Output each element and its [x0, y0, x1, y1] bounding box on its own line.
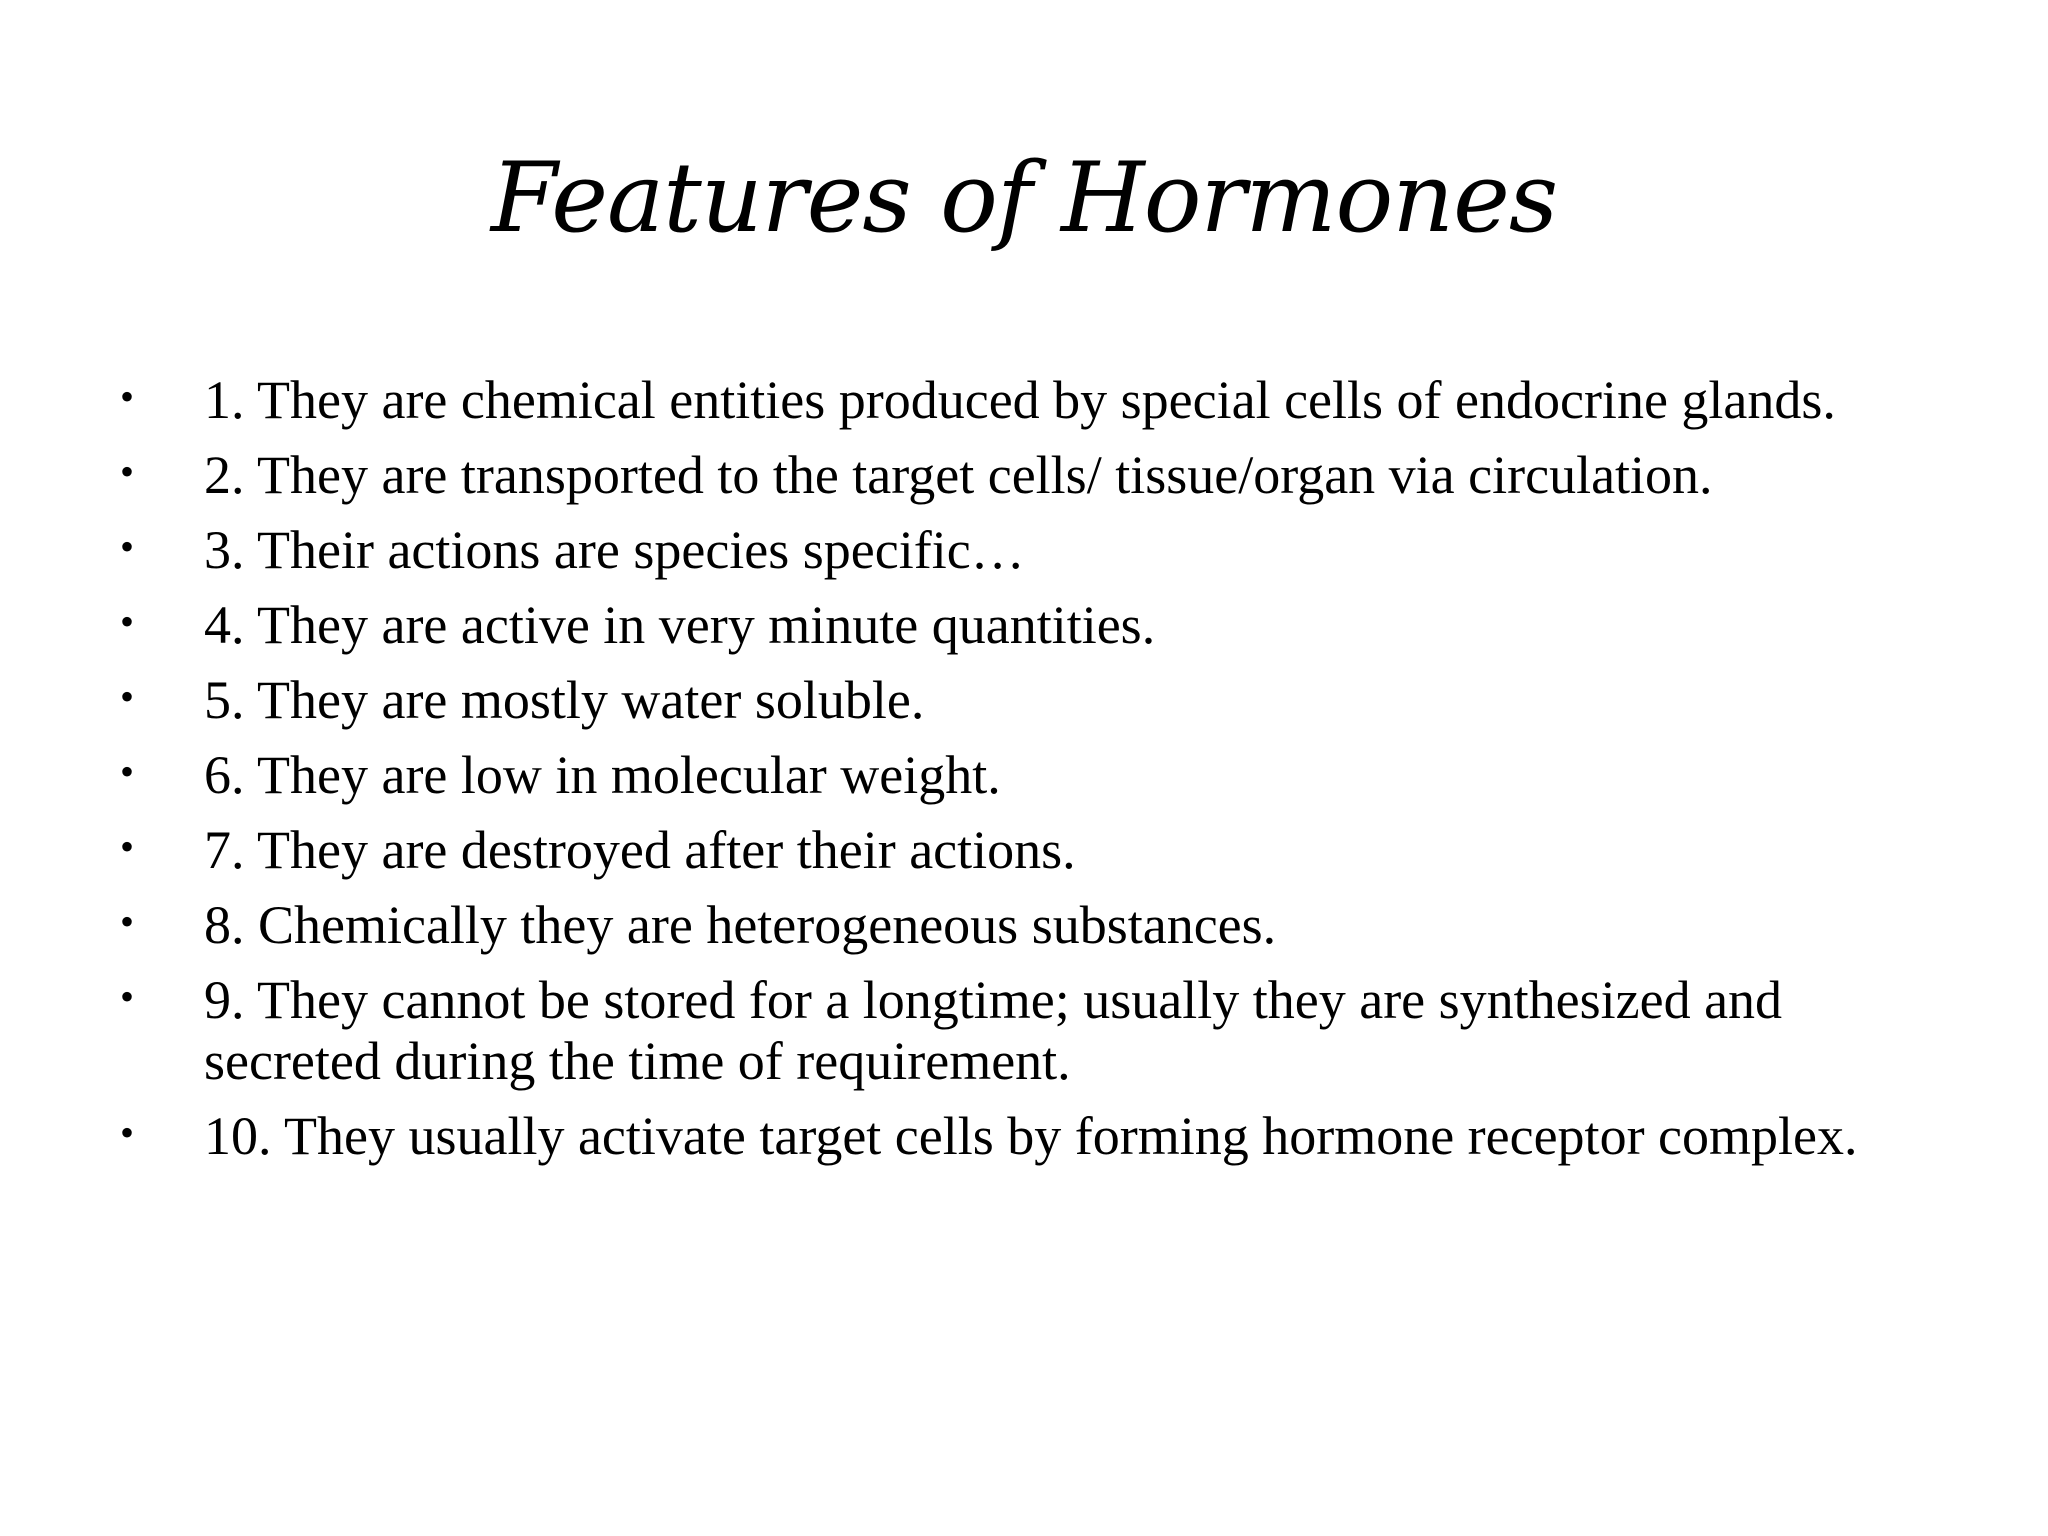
- bullet-item: [120, 670, 1930, 731]
- bullet-item: [120, 1106, 1930, 1167]
- bullet-item: [120, 520, 1930, 581]
- bullet-text: 5. They are mostly water soluble.: [204, 670, 925, 730]
- slide-title: Features of Hormones: [490, 142, 1558, 254]
- bullet-text: 4. They are active in very minute quantities.: [204, 595, 1156, 655]
- bullet-text: 8. Chemically they are heterogeneous substances.: [204, 895, 1277, 955]
- bullet-icon: •: [120, 899, 135, 944]
- bullet-text: 2. They are transported to the target cells/ tissue/organ via circulation.: [204, 445, 1713, 505]
- bullet-icon: •: [120, 674, 135, 719]
- bullet-icon: •: [120, 749, 135, 794]
- bullet-icon: •: [120, 374, 135, 419]
- bullet-item: [120, 370, 1930, 431]
- bullet-item: [120, 445, 1930, 506]
- bullet-text: 9. They cannot be stored for a longtime; usually they are synthesized and secreted during the time of requirement.: [204, 970, 1783, 1091]
- bullet-icon: •: [120, 1110, 135, 1155]
- bullet-item: [120, 595, 1930, 656]
- bullet-text: 6. They are low in molecular weight.: [204, 745, 1001, 805]
- bullet-list: [120, 370, 1930, 1181]
- bullet-text: 10. They usually activate target cells by forming hormone receptor complex.: [204, 1106, 1858, 1166]
- bullet-item: [120, 745, 1930, 806]
- bullet-icon: •: [120, 824, 135, 869]
- bullet-icon: •: [120, 449, 135, 494]
- bullet-item: [120, 895, 1930, 956]
- bullet-item: [120, 970, 1930, 1092]
- bullet-text: 3. Their actions are species specific…: [204, 520, 1025, 580]
- bullet-item: [120, 820, 1930, 881]
- bullet-icon: •: [120, 599, 135, 644]
- bullet-text: 1. They are chemical entities produced by special cells of endocrine glands.: [204, 370, 1836, 430]
- bullet-icon: •: [120, 974, 135, 1019]
- bullet-text: 7. They are destroyed after their actions.: [204, 820, 1076, 880]
- bullet-icon: •: [120, 524, 135, 569]
